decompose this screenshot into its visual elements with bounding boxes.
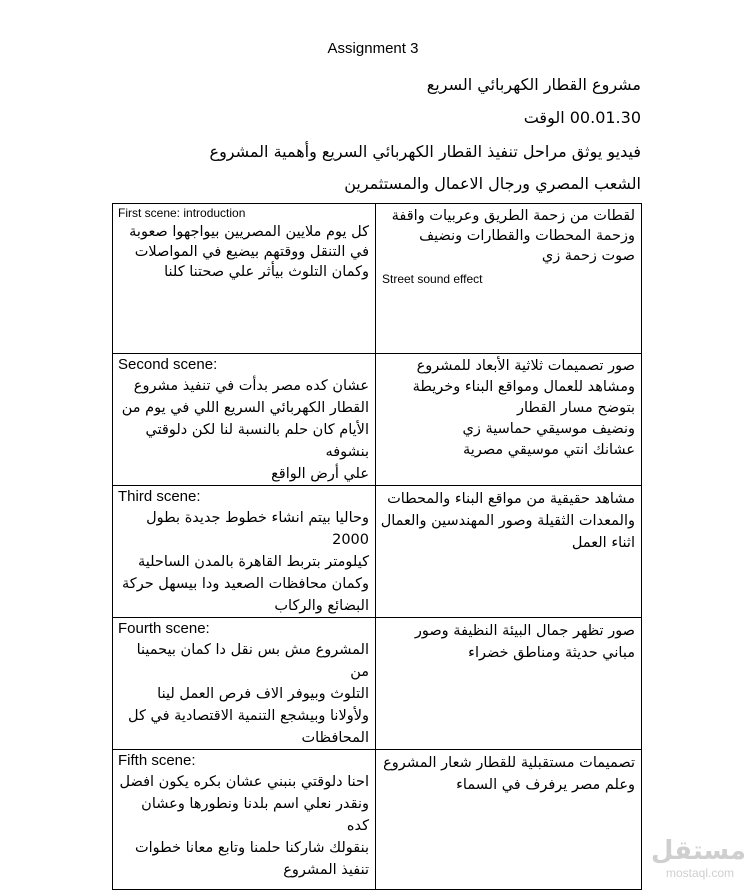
scene-label: Second scene: <box>118 356 218 373</box>
table-row <box>113 750 642 890</box>
scene-label: Fourth scene: <box>118 620 210 637</box>
scene-narration: المشروع مش بس نقل دا كمان بيحمينا من التلوث وبيوفر الاف فرص العمل لينا ولأولانا وبيشجع التنمية الاقتصادية في كل المحافظات <box>128 642 369 746</box>
target-audience: الشعب المصري ورجال الاعمال والمستثمرين <box>344 174 641 193</box>
scene-visuals: تصميمات مستقبلية للقطار شعار المشروع وعلم مصر يرفرف في السماء <box>383 755 635 793</box>
scene-narration: احنا دلوقتي بنبني عشان بكره يكون افضل ونقدر نعلي اسم بلدنا ونطورها وعشان كده بنقولك شاركنا حلمنا وتابع معانا خطوات تنفيذ المشروع <box>119 774 369 878</box>
sound-effect-label: Street sound effect <box>382 272 483 286</box>
scene-narration: كل يوم ملايين المصريين بيواجهوا صعوبة في التنقل ووقتهم بيضيع في المواصلات وكمان التلوث بيأثر علي صحتنا كلنا <box>129 224 369 280</box>
scene-audio-cell <box>113 750 376 890</box>
scene-audio-cell <box>113 354 376 486</box>
scene-label: Fifth scene: <box>118 752 196 769</box>
scene-label: First scene: introduction <box>118 206 246 220</box>
assignment-title: Assignment 3 <box>327 40 419 57</box>
scene-audio-cell <box>113 204 376 354</box>
scene-visuals: صور تظهر جمال البيئة النظيفة وصور مباني حديثة ومناطق خضراء <box>414 623 635 661</box>
table-row <box>113 204 642 354</box>
scene-visuals: صور تصميمات ثلاثية الأبعاد للمشروع ومشاهد للعمال ومواقع البناء وخريطة بتوضح مسار القطار ونضيف موسيقي حماسية زي عشانك انتي موسيقي مصرية <box>412 358 635 458</box>
scene-audio-cell <box>113 618 376 750</box>
scene-visuals: مشاهد حقيقية من مواقع البناء والمحطات والمعدات الثقيلة وصور المهندسين والعمال اثناء العمل <box>380 491 635 551</box>
table-row <box>113 486 642 618</box>
watermark-arabic: مستقل <box>650 836 746 866</box>
project-name: مشروع القطار الكهربائي السريع <box>426 75 641 94</box>
scene-visual-cell <box>376 486 642 618</box>
video-duration: 00.01.30 الوقت <box>523 108 641 127</box>
scene-audio-cell <box>113 486 376 618</box>
scene-visual-cell <box>376 204 642 354</box>
scene-narration: وحاليا بيتم انشاء خطوط جديدة بطول 2000 كيلومتر بتربط القاهرة بالمدن الساحلية وكمان محافظات الصعيد ودا بيسهل حركة البضائع والركاب <box>122 510 369 614</box>
scene-visual-cell <box>376 618 642 750</box>
video-description: فيديو يوثق مراحل تنفيذ القطار الكهربائي السريع وأهمية المشروع <box>209 142 641 161</box>
watermark-latin: mostaql.com <box>665 866 735 880</box>
scene-visuals: لقطات من زحمة الطريق وعربيات واقفة وزحمة المحطات والقطارات ونضيف صوت زحمة زي <box>391 208 635 264</box>
scene-table <box>112 203 642 890</box>
scene-visual-cell <box>376 354 642 486</box>
table-row <box>113 618 642 750</box>
scene-visual-cell <box>376 750 642 890</box>
scene-label: Third scene: <box>118 488 201 505</box>
table-row <box>113 354 642 486</box>
mostaql-watermark <box>650 836 746 880</box>
scene-narration: عشان كده مصر بدأت في تنفيذ مشروع القطار الكهربائي السريع اللي في يوم من الأيام كان حلم بالنسبة لنا لكن دلوقتي بنشوفه علي أرض الواقع <box>121 378 369 482</box>
